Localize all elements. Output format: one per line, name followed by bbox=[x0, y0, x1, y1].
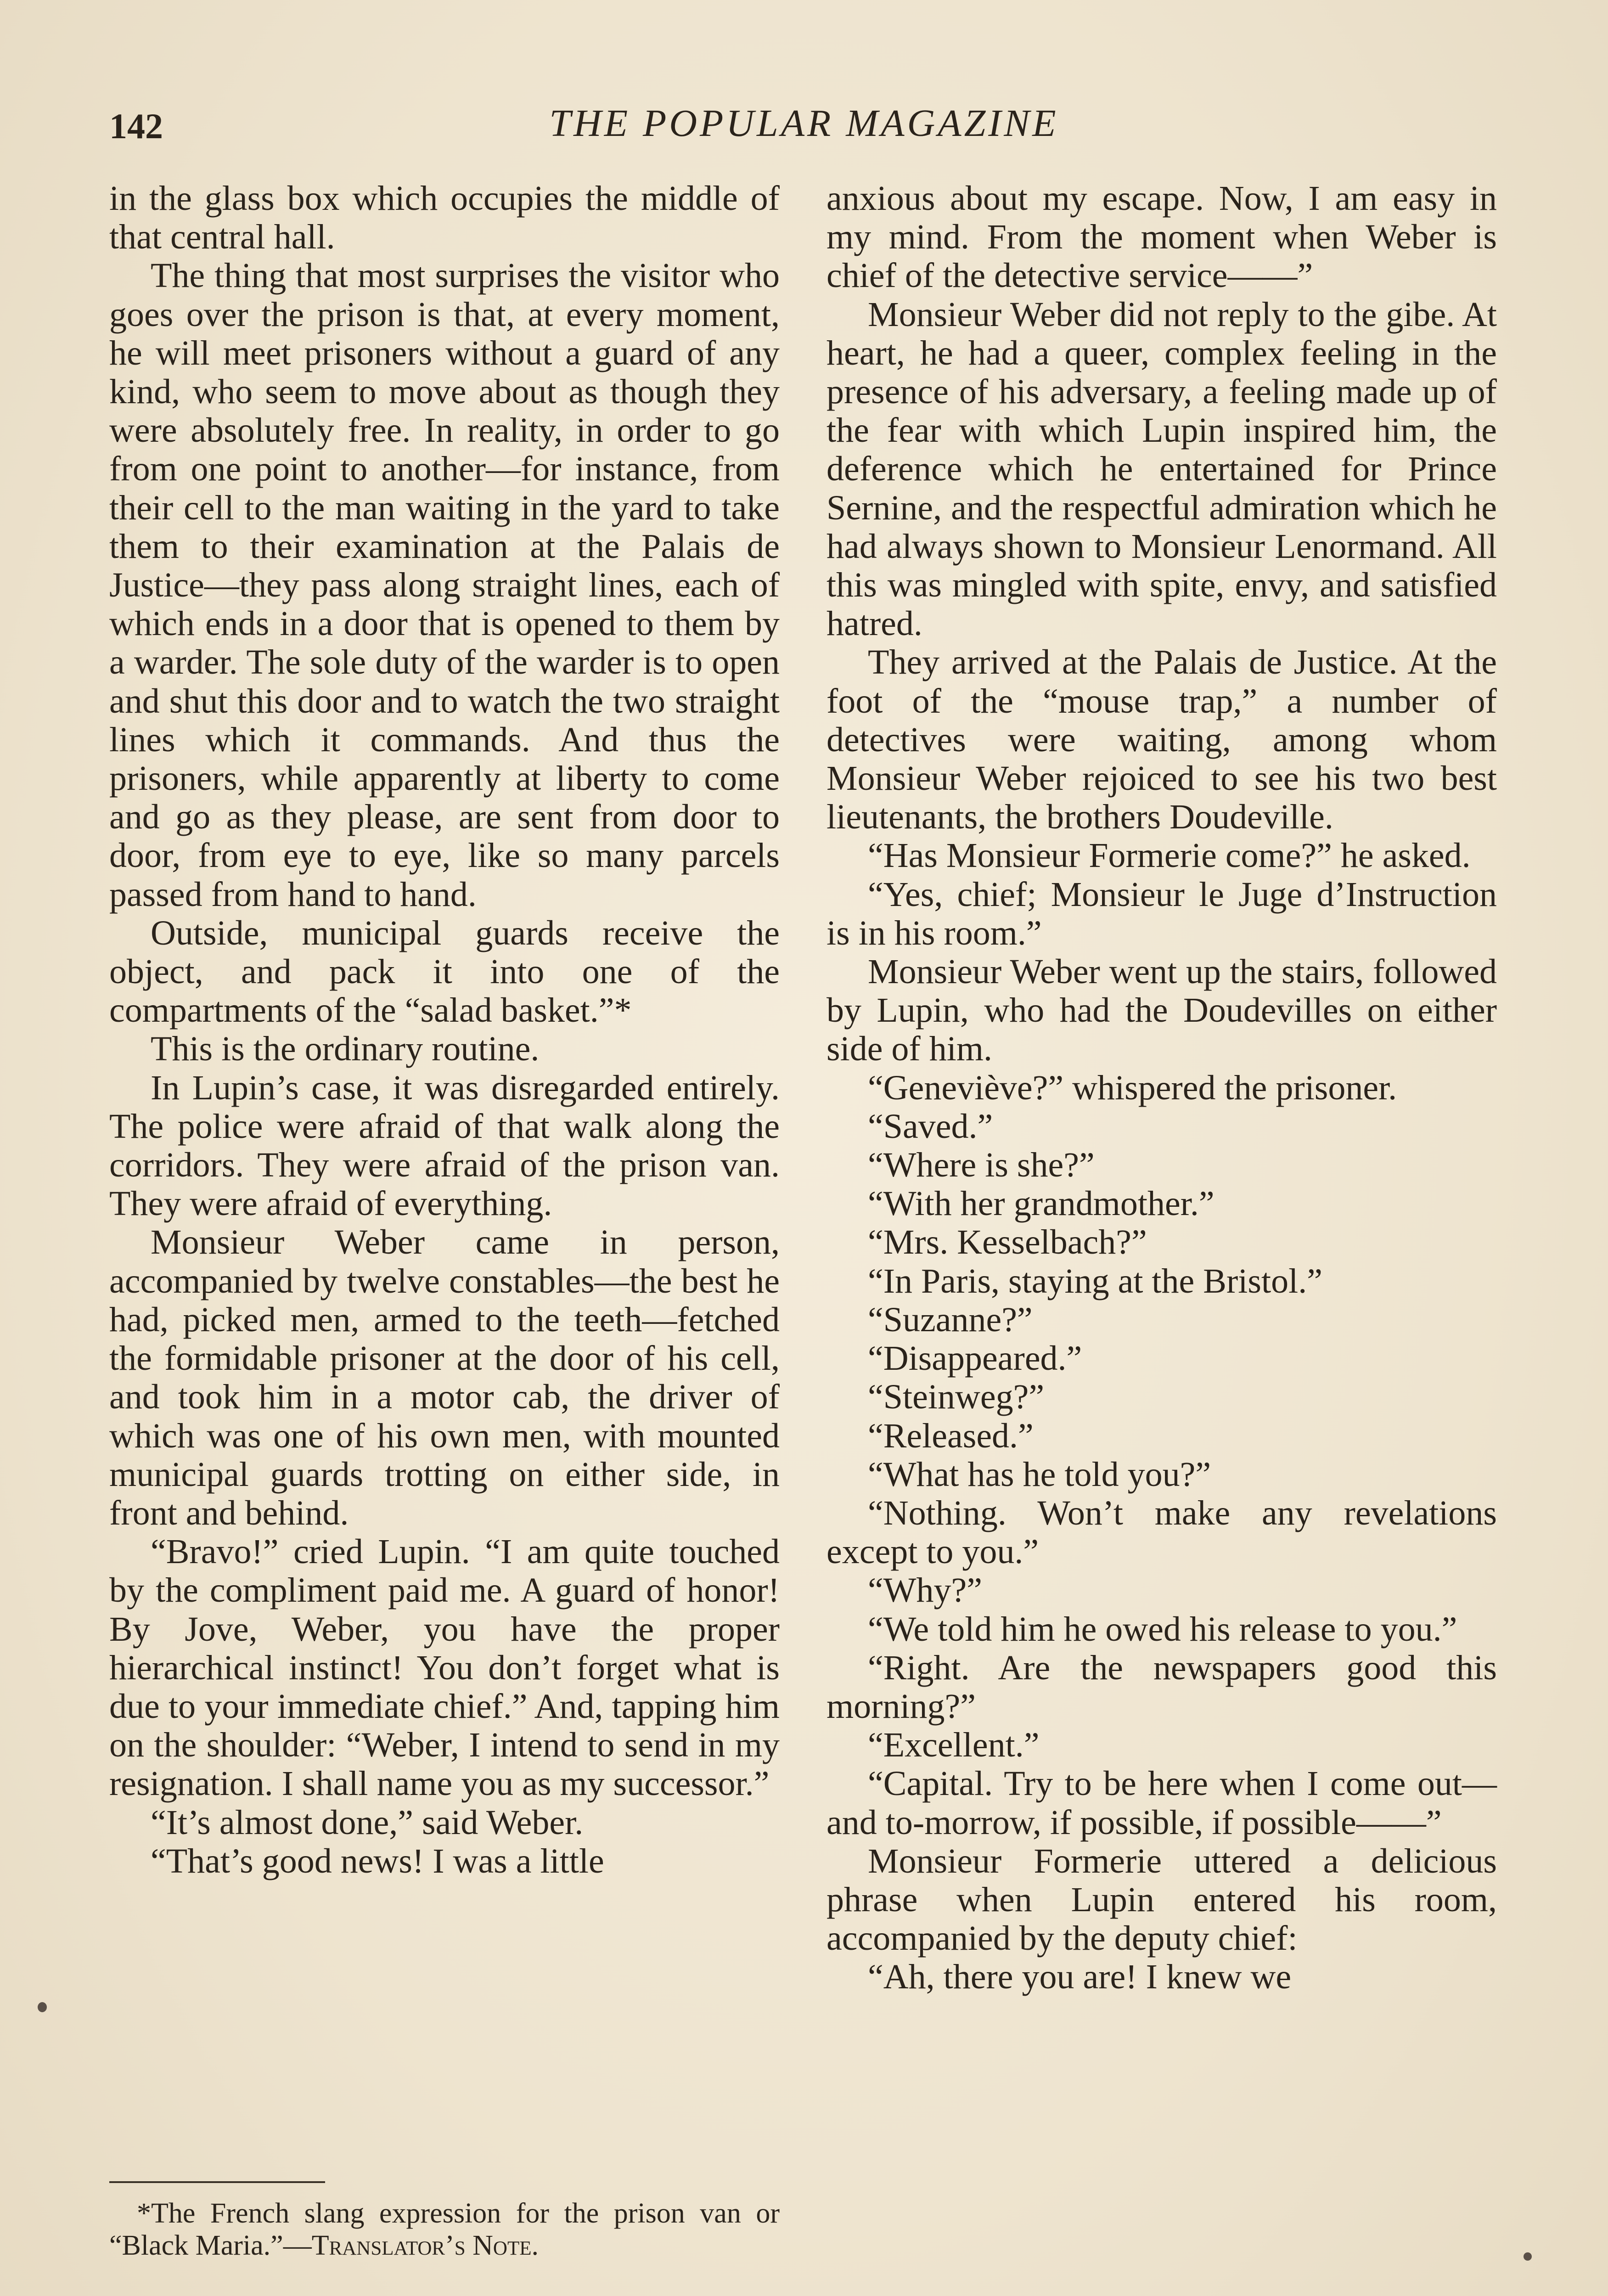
right-column bbox=[826, 179, 1497, 1997]
dialogue-line: “Disappeared.” bbox=[868, 1339, 1082, 1378]
dialogue-line: “Why?” bbox=[868, 1571, 982, 1610]
paragraph: anxious about my escape. Now, I am easy in my mind. From the moment when Weber is chief of the detective service——” bbox=[826, 179, 1497, 295]
dialogue-line: “What has he told you?” bbox=[868, 1455, 1211, 1494]
dialogue-line: “Released.” bbox=[868, 1416, 1034, 1455]
paragraph: Monsieur Formerie uttered a delicious phrase when Lupin entered his room, accompanied by the deputy chief: bbox=[826, 1841, 1497, 1958]
paragraph: “It’s almost done,” said Weber. bbox=[151, 1803, 584, 1842]
paragraph: Monsieur Weber went up the stairs, followed by Lupin, who had the Doudevilles on either side of him. bbox=[826, 952, 1497, 1069]
paragraph: They arrived at the Palais de Justice. At the foot of the “mouse trap,” a number of detectives were waiting, among whom Monsieur Weber rejoiced to see his two best lieutenants, the brothers Doudeville. bbox=[826, 643, 1497, 837]
footnote bbox=[109, 2197, 780, 2262]
dialogue-line: “Right. Are the newspapers good this morning?” bbox=[826, 1648, 1497, 1726]
dialogue-line: “In Paris, staying at the Bristol.” bbox=[868, 1261, 1322, 1300]
dialogue-line: “We told him he owed his release to you.” bbox=[868, 1609, 1457, 1649]
paragraph: “Bravo!” cried Lupin. “I am quite touched by the compliment paid me. A guard of honor! By Jove, Weber, you have the proper hierarchical instinct! You don’t forget what is due to your immediate chief.” And, tapping him on the shoulder: “Weber, I intend to send in my resignation. I shall name you as my successor.” bbox=[109, 1532, 780, 1803]
left-column bbox=[109, 179, 780, 1880]
dialogue-line: “Nothing. Won’t make any revelations except to you.” bbox=[826, 1493, 1497, 1571]
paragraph: Outside, municipal guards receive the object, and pack it into one of the compartments of the “salad basket.”* bbox=[109, 913, 780, 1030]
paragraph: “That’s good news! I was a little bbox=[151, 1841, 604, 1880]
dialogue-line: “Suzanne?” bbox=[868, 1300, 1033, 1339]
paper-speck bbox=[1524, 2252, 1532, 2261]
page-header bbox=[109, 96, 1499, 152]
dialogue-line: “With her grandmother.” bbox=[868, 1184, 1214, 1223]
dialogue-line: “Where is she?” bbox=[868, 1146, 1095, 1185]
footnote-text: *The French slang expression for the prison van or “Black Maria.”— bbox=[109, 2198, 780, 2261]
dialogue-line: “Capital. Try to be here when I come out—and to-morrow, if possible, if possible——” bbox=[826, 1764, 1497, 1842]
paragraph: “Yes, chief; Monsieur le Juge d’Instruction is in his room.” bbox=[826, 875, 1497, 952]
dialogue-line: “Steinweg?” bbox=[868, 1378, 1045, 1417]
dialogue-line: “Saved.” bbox=[868, 1107, 993, 1146]
dialogue-line: “Ah, there you are! I knew we bbox=[868, 1958, 1292, 1997]
running-head: THE POPULAR MAGAZINE bbox=[549, 102, 1059, 145]
paragraph: “Has Monsieur Formerie come?” he asked. bbox=[868, 836, 1471, 875]
paragraph: This is the ordinary routine. bbox=[151, 1030, 540, 1069]
dialogue-line: “Excellent.” bbox=[868, 1726, 1040, 1765]
paragraph: In Lupin’s case, it was disregarded entirely. The police were afraid of that walk along the corridors. They were afraid of the prison van. They were afraid of everything. bbox=[109, 1068, 780, 1223]
page-number: 142 bbox=[109, 106, 163, 146]
paper-speck bbox=[38, 2002, 47, 2012]
footnote-attribution: Translator’s Note. bbox=[311, 2230, 539, 2261]
dialogue-line: “Mrs. Kesselbach?” bbox=[868, 1223, 1147, 1262]
paragraph: in the glass box which occupies the middle of that central hall. bbox=[109, 179, 780, 257]
footnote-rule bbox=[109, 2181, 325, 2183]
paragraph: The thing that most surprises the visitor who goes over the prison is that, at every moment, he will meet prisoners without a guard of any kind, who seem to move about as though they were absolutely free. In reality, in order to go from one point to another—for instance, from their cell to the man waiting in the yard to take them to their examination at the Palais de Justice—they pass along straight lines, each of which ends in a door that is opened to them by a warder. The sole duty of the warder is to open and shut this door and to watch the two straight lines which it commands. And thus the prisoners, while apparently at liberty to come and go as they please, are sent from door to door, from eye to eye, like so many parcels passed from hand to hand. bbox=[109, 256, 780, 914]
dialogue-line: “Geneviève?” whispered the prisoner. bbox=[868, 1068, 1397, 1107]
paragraph: Monsieur Weber came in person, accompanied by twelve constables—the best he had, picked men, armed to the teeth—fetched the formidable prisoner at the door of his cell, and took him in a motor cab, the driver of which was one of his own men, with mounted municipal guards trotting on either side, in front and behind. bbox=[109, 1223, 780, 1532]
paragraph: Monsieur Weber did not reply to the gibe. At heart, he had a queer, complex feeling in the presence of his adversary, a feeling made up of the fear with which Lupin inspired him, the deference which he entertained for Prince Sernine, and the respectful admiration which he had always shown to Monsieur Lenormand. All this was mingled with spite, envy, and satisfied hatred. bbox=[826, 295, 1497, 643]
